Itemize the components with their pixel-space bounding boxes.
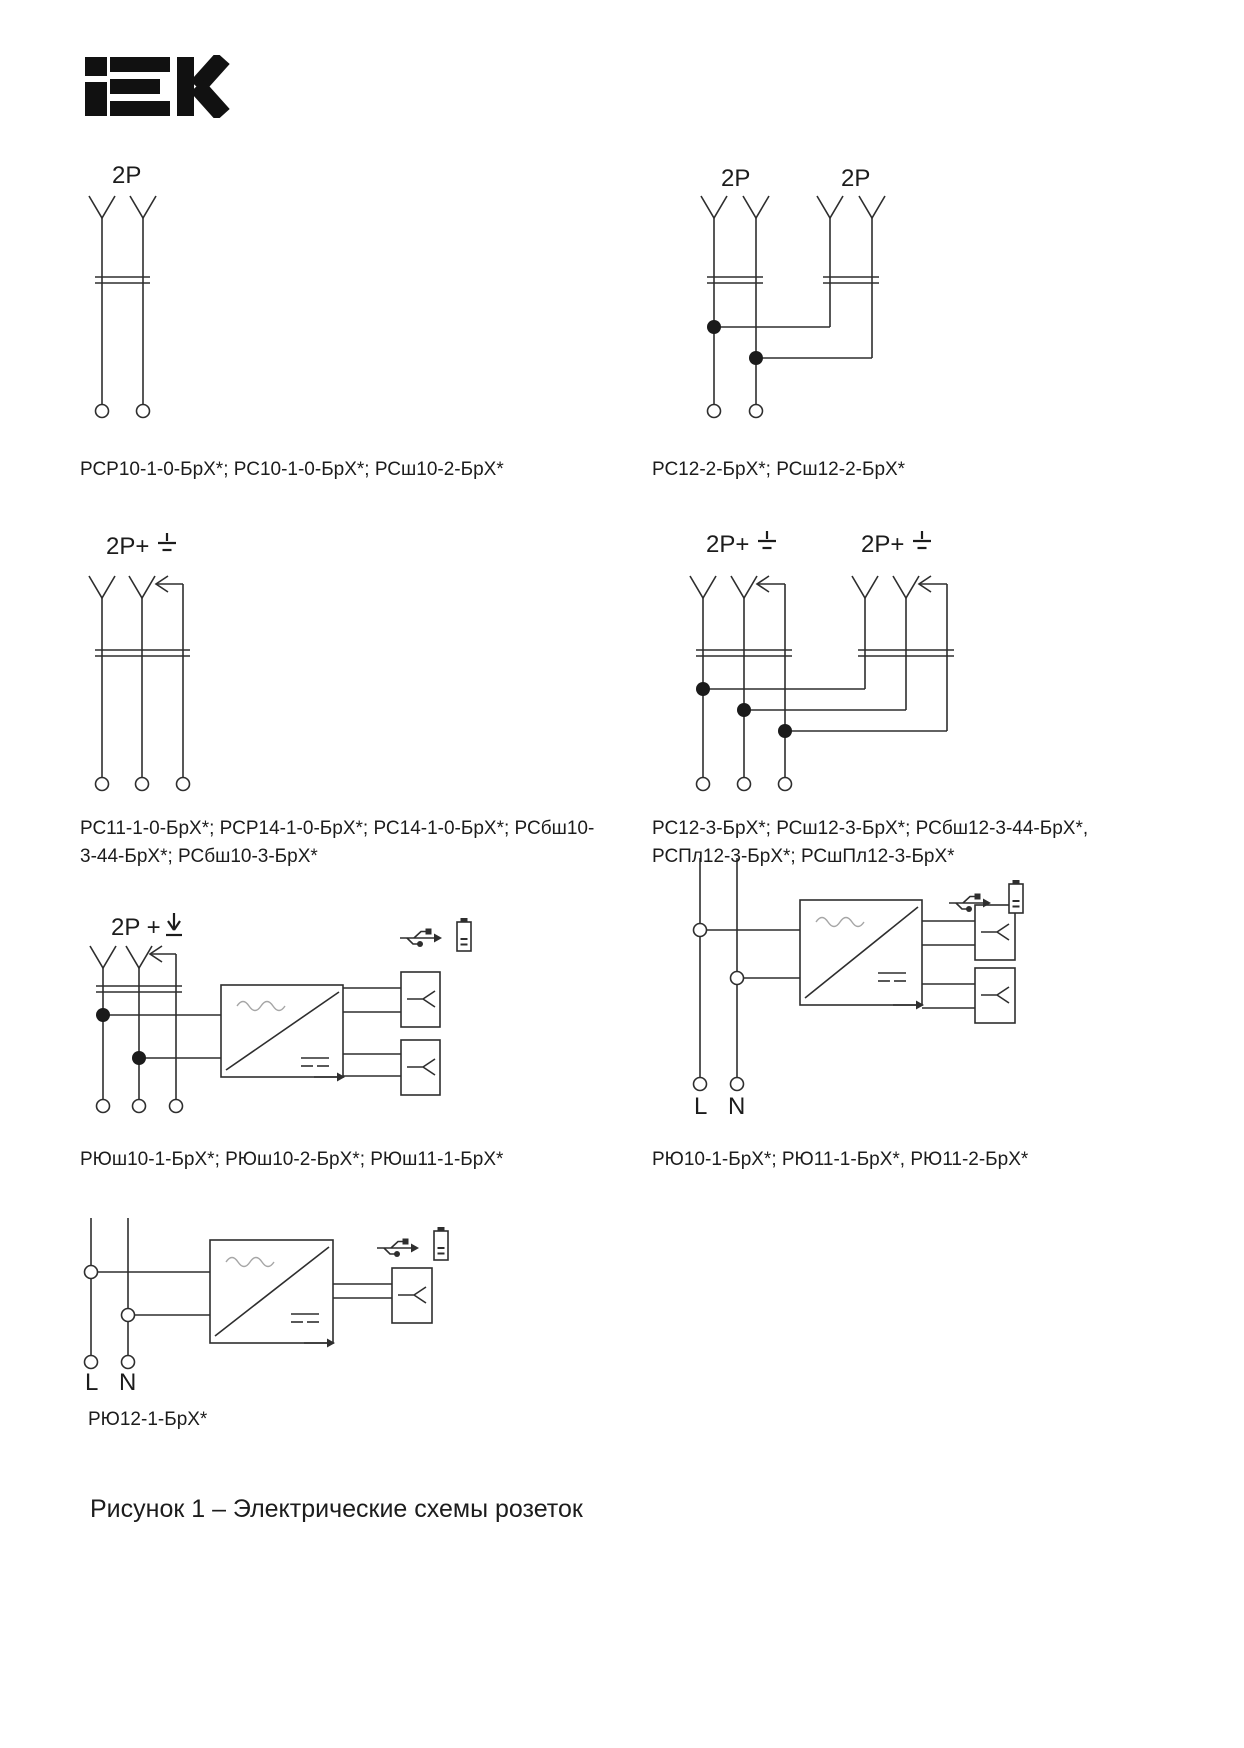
schematic-socket-2p [89, 196, 156, 418]
caption-socket-2p-double [652, 456, 905, 484]
schematic-socket-2p-earth-double [690, 576, 954, 791]
terminal [96, 405, 109, 418]
pole-label-earth [111, 912, 183, 942]
pole-label: 2P [841, 165, 871, 192]
caption-line: РСПл12-3-БрХ*; РСшПл12-3-БрХ* [652, 846, 955, 867]
terminal [750, 405, 763, 418]
junction-node [85, 1266, 98, 1279]
earth-icon [911, 529, 933, 555]
caption-line: РСР10-1-0-БрХ*; РС10-1-0-БрХ*; РСш10-2-БрХ* [80, 459, 504, 480]
caption-line: РС12-2-БрХ*; РСш12-2-БрХ* [652, 459, 906, 480]
caption-socket-usb [80, 1146, 503, 1174]
caption-socket-2p-earth [80, 815, 594, 871]
pole-label: 2P [721, 165, 751, 192]
usb-icon [377, 1239, 419, 1258]
schematic-socket-usb [90, 918, 471, 1113]
terminal-label-L: L [85, 1369, 99, 1396]
caption-usb-unit-two-port [652, 1146, 1028, 1174]
caption-usb-unit-one-port [88, 1406, 207, 1434]
usb-icon [400, 929, 442, 948]
terminal [137, 405, 150, 418]
caption-line: РЮ12-1-БрХ* [88, 1409, 208, 1430]
pole-label-earth [106, 531, 178, 560]
ac-dc-converter [221, 985, 345, 1082]
caption-line: РС11-1-0-БрХ*; РСР14-1-0-БрХ*; РС14-1-0-БрХ*; РСбш10- [80, 818, 595, 839]
ac-dc-converter [800, 900, 924, 1010]
junction-dot [707, 320, 721, 334]
earth-icon [756, 529, 778, 555]
terminal-label-N: N [119, 1369, 137, 1396]
socket-contact-icon [89, 196, 115, 218]
schematic-usb-unit-two-port [694, 858, 1024, 1091]
ac-dc-converter [210, 1240, 335, 1348]
caption-line: РС12-3-БрХ*; РСш12-3-БрХ*; РСбш12-3-44-БрХ*, [652, 818, 1089, 839]
terminal-label-N: N [728, 1093, 746, 1120]
pole-label-text: 2P+ [861, 531, 905, 558]
pole-label: 2P [112, 162, 142, 189]
caption-socket-2p-earth-double [652, 815, 1088, 871]
pole-label-earth [706, 529, 778, 558]
battery-charging-icon [457, 918, 471, 951]
schematic-socket-2p-earth [89, 576, 190, 791]
junction-node [122, 1309, 135, 1322]
down-arrow-earth-icon [165, 912, 183, 942]
battery-charging-icon [1009, 880, 1023, 913]
pole-label-earth [861, 529, 933, 558]
caption-socket-2p [80, 456, 504, 484]
schematic-usb-unit-one-port [85, 1218, 449, 1369]
pole-label-text: 2P + [111, 914, 161, 941]
pole-label-text: 2P+ [106, 533, 150, 560]
junction-dot [749, 351, 763, 365]
schematic-socket-2p-double [701, 196, 885, 418]
terminal [708, 405, 721, 418]
socket-contact-icon [130, 196, 156, 218]
caption-line: 3-44-БрХ*; РСбш10-3-БрХ* [80, 846, 318, 867]
figure-caption: Рисунок 1 – Электрические схемы розеток [90, 1495, 583, 1523]
caption-line: РЮ10-1-БрХ*; РЮ11-1-БрХ*, РЮ11-2-БрХ* [652, 1149, 1029, 1170]
battery-charging-icon [434, 1227, 448, 1260]
junction-node [731, 972, 744, 985]
caption-line: РЮш10-1-БрХ*; РЮш10-2-БрХ*; РЮш11-1-БрХ* [80, 1149, 504, 1170]
terminal-label-L: L [694, 1093, 708, 1120]
junction-node [694, 924, 707, 937]
earth-icon [156, 531, 178, 557]
pole-label-text: 2P+ [706, 531, 750, 558]
